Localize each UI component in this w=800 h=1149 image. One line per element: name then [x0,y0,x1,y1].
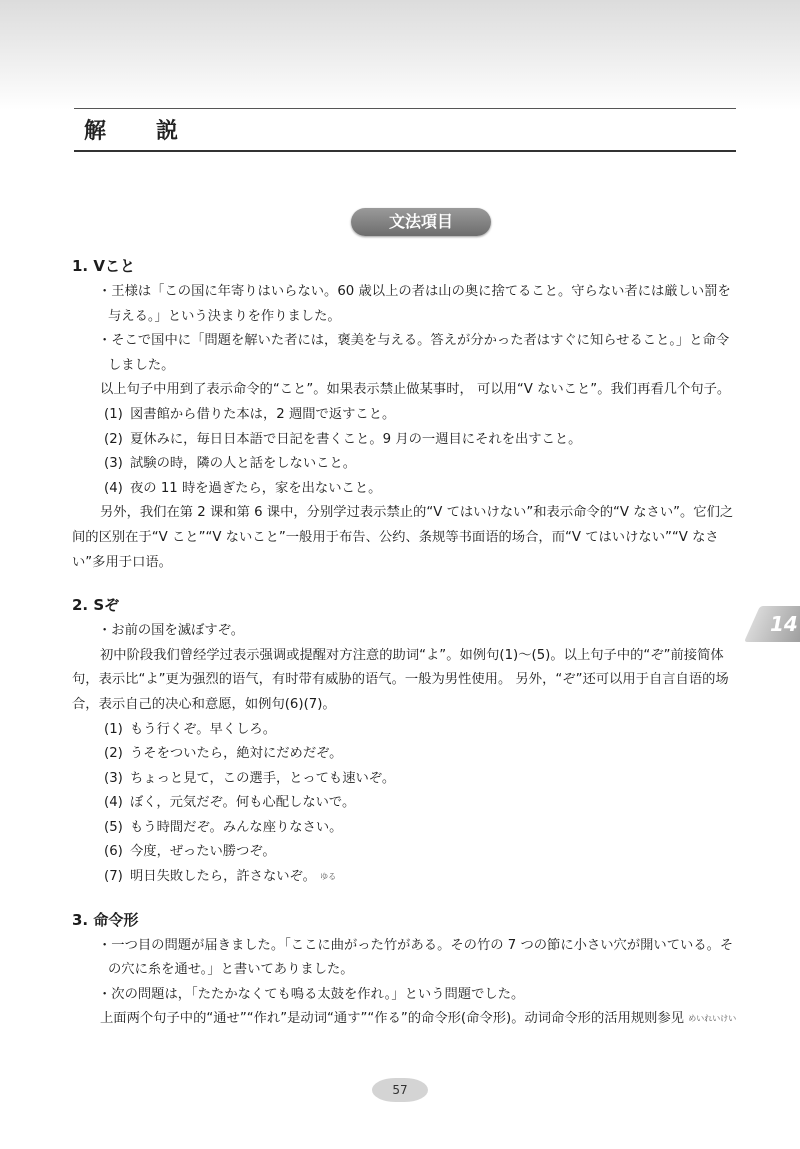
ruby-annotation: ゆる [320,872,337,882]
example-sentence: (4) ぼく，元気だぞ。何も心配しないで。 [104,795,356,811]
page-number: 57 [372,1078,428,1102]
example-sentence: (5) もう時間だぞ。みんな座りなさい。 [104,819,343,835]
page-top-shading [0,0,800,110]
header-rule-top [74,108,736,109]
explanation-paragraph: 以上句子中用到了表示命令的“こと”。如果表示禁止做某事时， 可以用“V ないこと”。我们再看几个句子。 [100,382,731,398]
example-sentence: (6) 今度，ぜったい勝つぞ。 [104,844,276,860]
example-sentence: (3) ちょっと見て，この選手，とっても速いぞ。 [104,770,396,786]
explanation-paragraph: 另外，我们在第 2 课和第 6 课中，分别学过表示禁止的“V てはいけない”和表示命令的“V なさい”。它们之间的区别在于“V こと”“V ないこと”一般用于布告、公约、条规等书面语的场合，而“V てはいけない”“V なさい”多用于口语。 [72,505,734,570]
example-bullet: ・そこで国中に「問題を解いた者には，褒美を与える。答えが分かった者はすぐに知らせること。」と命令しました。 [98,333,730,373]
ruby-annotation: めいれいけい [688,1014,737,1024]
example-bullet: ・お前の国を滅ぼすぞ。 [98,623,244,639]
example-bullet: ・次の問題は，「たたかなくても鳴る太鼓を作れ。」という問題でした。 [98,986,525,1002]
header-title: 解 説 [84,119,193,144]
section-pill-grammar: 文法項目 [351,208,491,236]
section-heading-2: 2. Sぞ [72,596,120,615]
main-content [72,252,738,1032]
example-sentence: (2) うそをついたら，絶対にだめだぞ。 [104,746,343,762]
example-sentence: (7) 明日失敗したら，許さないぞ。 $^{ゆる}$ [104,869,337,885]
example-sentence: (1) もう行くぞ。早くしろ。 [104,721,276,737]
example-bullet: ・一つ目の問題が届きました。「ここに曲がった竹がある。その竹の 7 つの節に小さい穴が開いている。その穴に糸を通せ。」と書いてありました。 [98,937,734,978]
section-heading-1: 1. Vこと [72,257,135,275]
explanation-paragraph: 初中阶段我们曾经学过表示强调或提醒对方注意的助词“よ”。如例句(1)～(5)。以上句子中的“ぞ”前接简体句，表示比“よ”更为强烈的语气，有时带有威胁的语气。一般为男性使用。 另外，“ぞ”还可以用于自言自语的场合，表示自己的决心和意愿，如例句(6)(7)。 [72,647,729,712]
header-rule-bottom [74,150,736,152]
example-sentence: (4) 夜の 11 時を過ぎたら，家を出ないこと。 [104,480,382,496]
example-bullet: ・王様は「この国に年寄りはいらない。60 歳以上の者は山の奥に捨てること。守らない者には厳しい罰を与える。」という決まりを作りました。 [98,284,731,324]
section-heading-3: 3. 命令形 [72,910,139,929]
lesson-side-tab: 14 [744,606,800,642]
example-sentence: (2) 夏休みに，毎日日本語で日記を書くこと。9 月の一週目にそれを出すこと。 [104,431,582,447]
explanation-paragraph: 上面两个句子中的“通せ”“作れ”是动词“通す”“作る”的命令形(命令形)。动词命令形的活用规则参见 $^{めいれいけい}$ [100,1011,737,1027]
example-sentence: (3) 試験の時，隣の人と話をしないこと。 [104,456,357,472]
example-sentence: (1) 図書館から借りた本は，2 週間で返すこと。 [104,406,396,422]
